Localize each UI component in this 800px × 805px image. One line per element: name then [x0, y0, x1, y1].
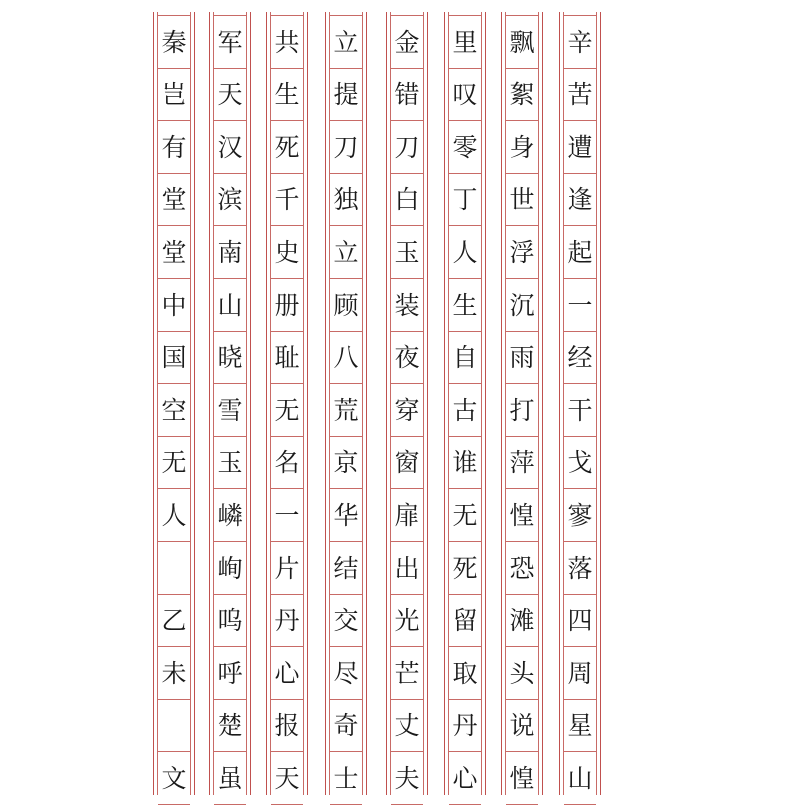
grid-cell: [271, 594, 303, 647]
grid-cell: [158, 751, 190, 805]
calligraphy-character: 京: [333, 448, 359, 478]
grid-cell: [271, 120, 303, 173]
calligraphy-character: 白: [394, 185, 420, 215]
grid-cell: [271, 225, 303, 278]
calligraphy-character: 沉: [509, 290, 535, 320]
calligraphy-character: 生: [452, 290, 478, 320]
calligraphy-character: 刀: [333, 132, 359, 162]
grid-cell: [391, 488, 423, 541]
grid-cell: [158, 225, 190, 278]
calligraphy-character: 周: [567, 658, 593, 688]
calligraphy-character: 芒: [394, 658, 420, 688]
calligraphy-character: 南: [217, 237, 243, 267]
calligraphy-character: 自: [452, 343, 478, 373]
grid-cell: [391, 278, 423, 331]
grid-cell: [506, 15, 538, 68]
grid-cell: [564, 699, 596, 752]
calligraphy-character: 里: [452, 27, 478, 57]
grid-cell: [271, 488, 303, 541]
grid-cell: [330, 646, 362, 699]
calligraphy-character: 滩: [509, 606, 535, 636]
grid-cell: [506, 331, 538, 384]
grid-cell: [564, 225, 596, 278]
calligraphy-character: 装: [394, 290, 420, 320]
calligraphy-character: 雪: [217, 395, 243, 425]
grid-cell: [506, 278, 538, 331]
calligraphy-character: 史: [274, 237, 300, 267]
grid-cell: [564, 594, 596, 647]
grid-cell: [391, 541, 423, 594]
grid-cell: [506, 541, 538, 594]
grid-cell: [158, 646, 190, 699]
grid-cell: [449, 751, 481, 805]
grid-cell: [564, 436, 596, 489]
calligraphy-character: 惶: [509, 500, 535, 530]
calligraphy-character: 荒: [333, 395, 359, 425]
calligraphy-character: 萍: [509, 448, 535, 478]
grid-cell: [330, 436, 362, 489]
grid-cell: [271, 15, 303, 68]
calligraphy-character: 辛: [567, 27, 593, 57]
grid-cell: [330, 488, 362, 541]
calligraphy-character: 心: [274, 658, 300, 688]
grid-cell: [391, 225, 423, 278]
grid-cell: [564, 488, 596, 541]
calligraphy-character: 刀: [394, 132, 420, 162]
grid-cell: [564, 751, 596, 805]
calligraphy-character: 苦: [567, 80, 593, 110]
grid-cell: [271, 331, 303, 384]
grid-cell: [330, 594, 362, 647]
calligraphy-character: 星: [567, 711, 593, 741]
calligraphy-character: 经: [567, 343, 593, 373]
grid-cell: [391, 751, 423, 805]
calligraphy-character: 死: [452, 553, 478, 583]
calligraphy-character: 金: [394, 27, 420, 57]
grid-cell: [330, 331, 362, 384]
grid-cell: [214, 646, 246, 699]
calligraphy-character: 岂: [161, 80, 187, 110]
grid-column-5: [325, 12, 367, 795]
calligraphy-character: 山: [567, 763, 593, 793]
grid-cell: [158, 173, 190, 226]
grid-cell: [391, 120, 423, 173]
grid-cell: [330, 15, 362, 68]
grid-cell: [391, 173, 423, 226]
calligraphy-character: 虽: [217, 763, 243, 793]
grid-column-4: [386, 12, 428, 795]
calligraphy-character: 生: [274, 80, 300, 110]
calligraphy-character: 乙: [161, 606, 187, 636]
calligraphy-character: 汉: [217, 132, 243, 162]
calligraphy-character: 堂: [161, 185, 187, 215]
grid-cell: [330, 68, 362, 121]
calligraphy-character: 共: [274, 27, 300, 57]
grid-cell: [330, 541, 362, 594]
calligraphy-character: 夜: [394, 343, 420, 373]
grid-cell: [564, 541, 596, 594]
calligraphy-character: 丈: [394, 711, 420, 741]
calligraphy-character: 立: [333, 237, 359, 267]
calligraphy-character: 世: [509, 185, 535, 215]
grid-cell: [449, 278, 481, 331]
grid-cell: [158, 15, 190, 68]
calligraphy-character: 文: [161, 763, 187, 793]
grid-cell: [330, 120, 362, 173]
calligraphy-character: 顾: [333, 290, 359, 320]
calligraphy-character: 飘: [509, 27, 535, 57]
grid-cell: [449, 646, 481, 699]
grid-cell: [449, 120, 481, 173]
grid-column-6: [266, 12, 308, 795]
calligraphy-character: 寥: [567, 500, 593, 530]
grid-cell: [214, 699, 246, 752]
grid-cell: [214, 278, 246, 331]
grid-cell: [449, 225, 481, 278]
calligraphy-character: 身: [509, 132, 535, 162]
grid-cell: [449, 68, 481, 121]
grid-cell: [214, 15, 246, 68]
grid-cell: [158, 488, 190, 541]
grid-cell: [506, 383, 538, 436]
grid-cell: [449, 331, 481, 384]
grid-cell: [214, 541, 246, 594]
grid-cell: [449, 488, 481, 541]
calligraphy-character: 遭: [567, 132, 593, 162]
calligraphy-character: 一: [274, 500, 300, 530]
calligraphy-character: 无: [161, 448, 187, 478]
calligraphy-character: 丹: [274, 606, 300, 636]
calligraphy-character: 天: [217, 80, 243, 110]
calligraphy-character: 堂: [161, 237, 187, 267]
grid-cell: [158, 383, 190, 436]
calligraphy-character: 独: [333, 185, 359, 215]
calligraphy-character: 头: [509, 658, 535, 688]
grid-cell: [214, 120, 246, 173]
grid-cell: [564, 173, 596, 226]
grid-cell: [271, 383, 303, 436]
grid-column-2: [501, 12, 543, 795]
grid-cell: [449, 541, 481, 594]
calligraphy-character: 浮: [509, 237, 535, 267]
grid-cell: [506, 594, 538, 647]
calligraphy-character: 无: [274, 395, 300, 425]
calligraphy-character: 起: [567, 237, 593, 267]
grid-cell: [158, 278, 190, 331]
grid-cell: [506, 120, 538, 173]
calligraphy-character: 有: [161, 132, 187, 162]
calligraphy-character: 八: [333, 343, 359, 373]
calligraphy-character: 错: [394, 80, 420, 110]
calligraphy-character: 无: [452, 500, 478, 530]
grid-cell: [391, 383, 423, 436]
grid-cell: [564, 331, 596, 384]
calligraphy-character: 秦: [161, 27, 187, 57]
calligraphy-character: 人: [452, 237, 478, 267]
calligraphy-character: 耻: [274, 343, 300, 373]
calligraphy-character: 死: [274, 132, 300, 162]
grid-cell: [330, 383, 362, 436]
calligraphy-character: 一: [567, 290, 593, 320]
calligraphy-character: 心: [452, 763, 478, 793]
calligraphy-character: 提: [333, 80, 359, 110]
grid-cell: [158, 699, 190, 752]
grid-cell: [564, 120, 596, 173]
calligraphy-character: 片: [274, 553, 300, 583]
grid-cell: [158, 331, 190, 384]
calligraphy-character: 军: [217, 27, 243, 57]
calligraphy-character: 滨: [217, 185, 243, 215]
grid-cell: [506, 173, 538, 226]
grid-cell: [214, 436, 246, 489]
grid-cell: [506, 225, 538, 278]
grid-cell: [506, 646, 538, 699]
grid-cell: [158, 436, 190, 489]
calligraphy-character: 穿: [394, 395, 420, 425]
grid-cell: [449, 436, 481, 489]
grid-cell: [449, 15, 481, 68]
calligraphy-character: 逢: [567, 185, 593, 215]
grid-cell: [506, 68, 538, 121]
grid-cell: [158, 541, 190, 594]
calligraphy-character: 夫: [394, 763, 420, 793]
grid-cell: [564, 15, 596, 68]
calligraphy-character: 尽: [333, 658, 359, 688]
calligraphy-character: 落: [567, 553, 593, 583]
grid-cell: [391, 594, 423, 647]
grid-cell: [158, 68, 190, 121]
calligraphy-character: 空: [161, 395, 187, 425]
grid-cell: [330, 225, 362, 278]
grid-column-8: [153, 12, 195, 795]
grid-cell: [214, 488, 246, 541]
grid-cell: [564, 68, 596, 121]
grid-cell: [271, 68, 303, 121]
grid-cell: [214, 751, 246, 805]
grid-cell: [330, 751, 362, 805]
calligraphy-character: 取: [452, 658, 478, 688]
calligraphy-character: 楚: [217, 711, 243, 741]
calligraphy-character: 古: [452, 395, 478, 425]
calligraphy-character: 中: [161, 290, 187, 320]
calligraphy-character: 四: [567, 606, 593, 636]
calligraphy-character: 峋: [217, 553, 243, 583]
calligraphy-character: 未: [161, 658, 187, 688]
calligraphy-character: 交: [333, 606, 359, 636]
calligraphy-character: 华: [333, 500, 359, 530]
calligraphy-character: 呼: [217, 658, 243, 688]
grid-cell: [271, 541, 303, 594]
grid-column-1: [559, 12, 601, 795]
calligraphy-character: 天: [274, 763, 300, 793]
calligraphy-character: 册: [274, 290, 300, 320]
grid-cell: [214, 173, 246, 226]
grid-cell: [271, 699, 303, 752]
calligraphy-character: 国: [161, 343, 187, 373]
grid-cell: [506, 436, 538, 489]
calligraphy-character: 报: [274, 711, 300, 741]
grid-cell: [506, 488, 538, 541]
grid-cell: [449, 594, 481, 647]
calligraphy-character: 惶: [509, 763, 535, 793]
grid-cell: [391, 646, 423, 699]
grid-cell: [449, 173, 481, 226]
calligraphy-character: 玉: [394, 237, 420, 267]
grid-cell: [564, 383, 596, 436]
grid-cell: [271, 278, 303, 331]
calligraphy-character: 士: [333, 763, 359, 793]
calligraphy-character: 谁: [452, 448, 478, 478]
grid-cell: [158, 120, 190, 173]
grid-cell: [271, 646, 303, 699]
grid-cell: [158, 594, 190, 647]
calligraphy-character: 出: [394, 553, 420, 583]
grid-cell: [564, 646, 596, 699]
calligraphy-character: 说: [509, 711, 535, 741]
grid-cell: [214, 331, 246, 384]
calligraphy-character: 雨: [509, 343, 535, 373]
grid-column-7: [209, 12, 251, 795]
calligraphy-character: 光: [394, 606, 420, 636]
grid-cell: [564, 278, 596, 331]
grid-cell: [214, 383, 246, 436]
calligraphy-character: 晓: [217, 343, 243, 373]
calligraphy-character: 恐: [509, 553, 535, 583]
calligraphy-character: 奇: [333, 711, 359, 741]
calligraphy-character: 嶙: [217, 500, 243, 530]
calligraphy-character: 打: [509, 395, 535, 425]
grid-cell: [214, 225, 246, 278]
calligraphy-character: 干: [567, 395, 593, 425]
calligraphy-character: 窗: [394, 448, 420, 478]
calligraphy-character: 名: [274, 448, 300, 478]
grid-cell: [271, 751, 303, 805]
grid-cell: [449, 383, 481, 436]
calligraphy-character: 立: [333, 27, 359, 57]
calligraphy-character: 留: [452, 606, 478, 636]
grid-cell: [506, 699, 538, 752]
calligraphy-character: 丹: [452, 711, 478, 741]
grid-cell: [391, 436, 423, 489]
calligraphy-character: 结: [333, 553, 359, 583]
grid-cell: [391, 15, 423, 68]
grid-cell: [214, 68, 246, 121]
grid-cell: [391, 699, 423, 752]
grid-column-3: [444, 12, 486, 795]
calligraphy-character: 叹: [452, 80, 478, 110]
calligraphy-character: 戈: [567, 448, 593, 478]
grid-cell: [391, 68, 423, 121]
grid-cell: [330, 699, 362, 752]
grid-cell: [506, 751, 538, 805]
grid-cell: [330, 278, 362, 331]
grid-cell: [391, 331, 423, 384]
calligraphy-character: 丁: [452, 185, 478, 215]
calligraphy-character: 千: [274, 185, 300, 215]
grid-cell: [214, 594, 246, 647]
calligraphy-character: 玉: [217, 448, 243, 478]
calligraphy-character: 山: [217, 290, 243, 320]
calligraphy-character: 扉: [394, 500, 420, 530]
calligraphy-character: 呜: [217, 606, 243, 636]
calligraphy-character: 人: [161, 500, 187, 530]
calligraphy-character: 絮: [509, 80, 535, 110]
grid-cell: [271, 436, 303, 489]
grid-cell: [271, 173, 303, 226]
calligraphy-character: 零: [452, 132, 478, 162]
grid-cell: [330, 173, 362, 226]
grid-cell: [449, 699, 481, 752]
